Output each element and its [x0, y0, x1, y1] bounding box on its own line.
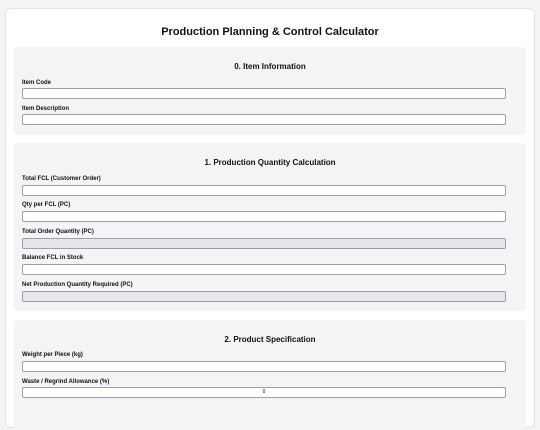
section-title: 0. Item Information — [234, 62, 306, 71]
section-production-quantity — [14, 143, 526, 311]
balance-fcl-input[interactable] — [22, 264, 506, 275]
weight-per-piece-label: Weight per Piece (kg) — [22, 352, 83, 358]
section-product-specification — [14, 320, 526, 430]
qty-per-fcl-input[interactable] — [22, 211, 506, 222]
balance-fcl-label: Balance FCL in Stock — [22, 255, 84, 261]
item-code-label: Item Code — [22, 80, 52, 86]
item-description-label: Item Description — [22, 106, 70, 112]
section-title: 1. Production Quantity Calculation — [204, 158, 336, 167]
weight-per-piece-input[interactable] — [22, 361, 506, 372]
waste-regrind-allowance-label: Waste / Regrind Allowance (%) — [22, 379, 110, 385]
page-title: Production Planning & Control Calculator — [161, 26, 379, 38]
item-description-input[interactable] — [22, 114, 506, 125]
total-order-quantity-output — [22, 238, 506, 249]
waste-regrind-allowance-input[interactable]: 0 — [22, 387, 506, 398]
item-code-input[interactable] — [22, 88, 506, 99]
net-production-quantity-output — [22, 291, 506, 302]
section-item-information — [14, 47, 526, 135]
total-fcl-input[interactable] — [22, 185, 506, 196]
qty-per-fcl-label: Qty per FCL (PC) — [22, 202, 71, 208]
calculator-card — [5, 8, 535, 428]
section-title: 2. Product Specification — [224, 335, 316, 344]
net-production-quantity-label: Net Production Quantity Required (PC) — [22, 282, 133, 288]
total-fcl-label: Total FCL (Customer Order) — [22, 176, 101, 182]
total-order-quantity-label: Total Order Quantity (PC) — [22, 229, 94, 235]
